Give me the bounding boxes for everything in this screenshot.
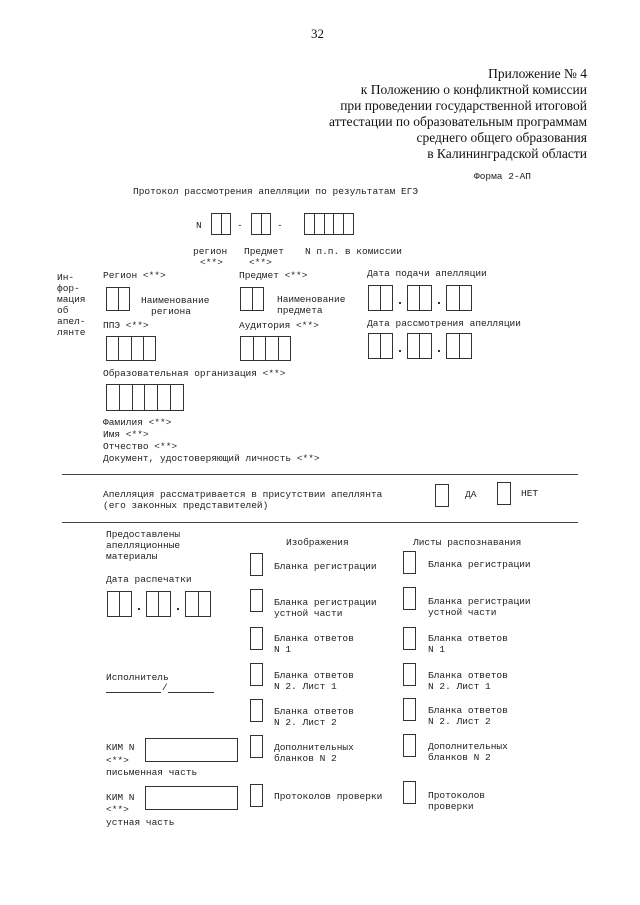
image-item-label: Дополнительных (274, 742, 354, 753)
image-item-label: Бланка ответов (274, 670, 354, 681)
organization-label: Образовательная организация <**> (103, 368, 286, 379)
appellant-info-line: фор- (57, 283, 80, 294)
image-item-label-2: N 2. Лист 2 (274, 717, 337, 728)
image-checkbox[interactable] (250, 784, 263, 807)
code-n-label: N (196, 220, 202, 231)
materials-label: Предоставлены (106, 529, 181, 540)
date-separator (438, 350, 440, 352)
organization-field[interactable] (106, 384, 184, 411)
subject-code-field[interactable] (251, 213, 271, 235)
executor-signature-line[interactable] (106, 692, 161, 693)
code-dash: - (277, 220, 283, 231)
subject-caption: Предмет (244, 246, 284, 257)
kim-written-field[interactable] (145, 738, 238, 762)
region-name-label: Наименование (141, 295, 210, 306)
submit-date-label: Дата подачи апелляции (367, 268, 487, 279)
appellant-info-line: апел- (57, 316, 86, 327)
patronymic-label: Отчество <**> (103, 441, 178, 452)
kim-oral-field[interactable] (145, 786, 238, 810)
review-date-month-field[interactable] (407, 333, 432, 359)
presence-no-label: НЕТ (521, 488, 539, 499)
sheet-item-label: Бланка регистрации (428, 596, 531, 607)
materials-label-3: материалы (106, 551, 158, 562)
sheet-checkbox[interactable] (403, 663, 416, 686)
sheet-item-label: Бланка ответов (428, 633, 508, 644)
sheets-header: Листы распознавания (413, 537, 522, 548)
sheet-item-label-2: N 1 (428, 644, 446, 655)
date-separator (138, 608, 140, 610)
executor-slash: / (162, 682, 168, 693)
appendix-line: к Положению о конфликтной комиссии (360, 82, 587, 97)
appellant-info-label (57, 272, 86, 338)
presence-no-checkbox[interactable] (497, 482, 511, 505)
image-checkbox[interactable] (250, 663, 263, 686)
presence-yes-checkbox[interactable] (435, 484, 449, 507)
region-code-field[interactable] (211, 213, 231, 235)
appellant-info-line: мация (57, 294, 86, 305)
image-item-label: Бланка регистрации (274, 561, 377, 572)
commission-number-field[interactable] (304, 213, 354, 235)
image-item-label: Протоколов проверки (274, 791, 383, 802)
sheet-item-label-2: N 2. Лист 2 (428, 716, 491, 727)
sheet-checkbox[interactable] (403, 627, 416, 650)
print-date-label: Дата распечатки (106, 574, 192, 585)
sheet-item-label: Дополнительных (428, 741, 508, 752)
region-field[interactable] (106, 287, 130, 311)
section-divider (62, 522, 578, 523)
date-separator (177, 608, 179, 610)
presence-label: Апелляция рассматривается в присутствии апеллянта (103, 489, 383, 500)
appellant-info-line: об (57, 305, 69, 316)
appendix-line: при проведении государственной итоговой (340, 98, 587, 113)
date-separator (399, 350, 401, 352)
image-item-label: Бланка ответов (274, 706, 354, 717)
region-label: Регион <**> (103, 270, 166, 281)
sheet-checkbox[interactable] (403, 551, 416, 574)
region-caption: регион (193, 246, 228, 257)
sheet-item-label: Бланка ответов (428, 705, 508, 716)
kim-written-mark: <**> (106, 755, 129, 766)
submit-date-day-field[interactable] (368, 285, 393, 311)
id-document-label: Документ, удостоверяющий личность <**> (103, 453, 320, 464)
subject-name-label: Наименование (277, 294, 346, 305)
presence-label-2: (его законных представителей) (103, 500, 269, 511)
executor-name-line[interactable] (168, 692, 214, 693)
image-item-label-2: N 2. Лист 1 (274, 681, 337, 692)
appendix-line: аттестации по образовательным программам (329, 114, 587, 129)
subject-label: Предмет <**> (239, 270, 308, 281)
executor-label: Исполнитель (106, 672, 169, 683)
images-header: Изображения (286, 537, 349, 548)
subject-field[interactable] (240, 287, 264, 311)
review-date-day-field[interactable] (368, 333, 393, 359)
sheet-checkbox[interactable] (403, 698, 416, 721)
appendix-line: среднего общего образования (416, 130, 587, 145)
sheet-checkbox[interactable] (403, 781, 416, 804)
date-separator (399, 302, 401, 304)
page-number: 32 (311, 26, 324, 41)
sheet-item-label-2: N 2. Лист 1 (428, 681, 491, 692)
ppe-field[interactable] (106, 336, 156, 361)
region-caption-mark: <**> (200, 257, 223, 268)
image-item-label-2: бланков N 2 (274, 753, 337, 764)
subject-caption-mark: <**> (249, 257, 272, 268)
appendix-line: в Калининградской области (427, 146, 587, 161)
document-title: Протокол рассмотрения апелляции по результатам ЕГЭ (133, 186, 419, 197)
image-checkbox[interactable] (250, 553, 263, 576)
kim-written-part: письменная часть (106, 767, 198, 778)
image-checkbox[interactable] (250, 735, 263, 758)
ppe-label: ППЭ <**> (103, 320, 149, 331)
subject-name-label-2: предмета (277, 305, 323, 316)
print-date-month-field[interactable] (146, 591, 171, 617)
code-dash: - (237, 220, 243, 231)
section-divider (62, 474, 578, 475)
auditorium-label: Аудитория <**> (239, 320, 319, 331)
sheet-item-label: Бланка ответов (428, 670, 508, 681)
kim-oral-mark: <**> (106, 804, 129, 815)
sheet-item-label-2: проверки (428, 801, 474, 812)
appendix-line: Приложение № 4 (488, 66, 587, 81)
image-item-label-2: N 1 (274, 644, 292, 655)
appellant-info-line: Ин- (57, 272, 75, 283)
submit-date-year-field[interactable] (446, 285, 472, 311)
appellant-info-line: лянте (57, 327, 86, 338)
kim-written-label: КИМ N (106, 742, 135, 753)
kim-oral-part: устная часть (106, 817, 175, 828)
image-item-label-2: устной части (274, 608, 343, 619)
form-code: Форма 2-АП (474, 171, 532, 182)
appendix-header (167, 66, 587, 162)
sheet-checkbox[interactable] (403, 734, 416, 757)
name-label: Имя <**> (103, 429, 149, 440)
review-date-year-field[interactable] (446, 333, 472, 359)
review-date-label: Дата рассмотрения апелляции (367, 318, 521, 329)
sheet-item-label: Бланка регистрации (428, 559, 531, 570)
image-checkbox[interactable] (250, 589, 263, 612)
kim-oral-label: КИМ N (106, 792, 135, 803)
print-date-year-field[interactable] (185, 591, 211, 617)
sheet-item-label-2: устной части (428, 607, 497, 618)
submit-date-month-field[interactable] (407, 285, 432, 311)
image-item-label: Бланка ответов (274, 633, 354, 644)
sheet-item-label-2: бланков N 2 (428, 752, 491, 763)
materials-label-2: апелляционные (106, 540, 181, 551)
image-checkbox[interactable] (250, 627, 263, 650)
auditorium-field[interactable] (240, 336, 291, 361)
print-date-day-field[interactable] (107, 591, 132, 617)
image-checkbox[interactable] (250, 699, 263, 722)
sheet-item-label: Протоколов (428, 790, 486, 801)
sheet-checkbox[interactable] (403, 587, 416, 610)
image-item-label: Бланка регистрации (274, 597, 377, 608)
surname-label: Фамилия <**> (103, 417, 172, 428)
date-separator (438, 302, 440, 304)
presence-yes-label: ДА (465, 489, 477, 500)
region-name-label-2: региона (151, 306, 191, 317)
commission-caption: N п.п. в комиссии (305, 246, 402, 257)
